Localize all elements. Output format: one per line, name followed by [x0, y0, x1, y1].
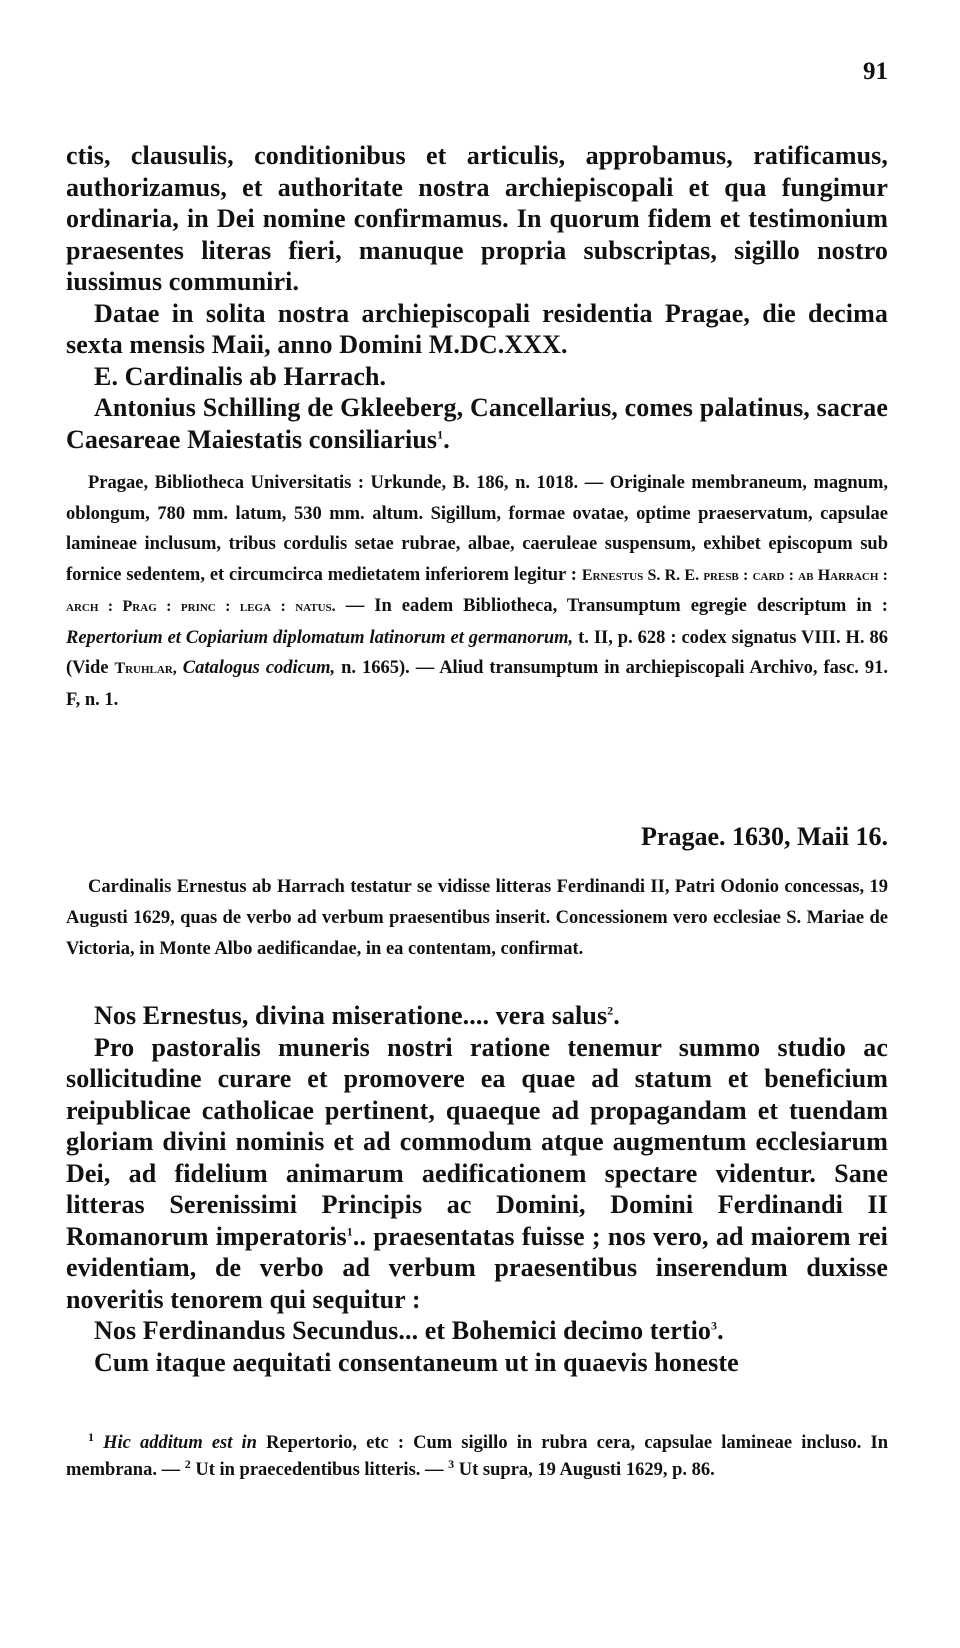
footnote-ref: 2	[607, 1003, 614, 1018]
footnote-ref: 1	[346, 1223, 353, 1238]
catalog-title: Catalogus codicum,	[182, 658, 336, 678]
author-name: Truhlar,	[114, 660, 177, 677]
page-number: 91	[863, 58, 888, 85]
archival-note: Pragae, Bibliotheca Universitatis : Urkunde, B. 186, n. 1018. — Originale membraneum, magnum, oblongum, 780 mm. latum, 530 mm. altum. Sigillum, formae ovatae, optime praeservatum, capsulae lamineae inclusum, tribus cordulis setae rubrae, albae, caeruleae suspensum, exhibet episcopum sub fornice sedentem, et circumcirca medietatem inferiorem legitur : Ernestus S. R. E. presb : card : ab Harrach : arch : Prag : princ : lega : natus. — In eadem Bibliotheca, Transumptum egregie descriptum in : Repertorium et Copiarium diplomatum latinorum et germanorum, t. II, p. 628 : codex signatus VIII. H. 86 (Vide Truhlar, Catalogus codicum, n. 1665). — Aliud transumptum in archiepiscopali Archivo, fasc. 91. F, n. 1.	[66, 473, 888, 710]
paragraph: Nos Ernestus, divina miseratione.... vera salus$^2$.	[94, 1001, 620, 1030]
document-page	[66, 0, 888, 1648]
footnote-mark: 2	[184, 1456, 191, 1471]
signature-chancellor: Antonius Schilling de Gkleeberg, Cancellarius, comes palatinus, sacrae Caesareae Maiestatis consiliarius$^1$.	[66, 393, 888, 454]
footnote-mark: 1	[88, 1429, 94, 1444]
dateline: Pragae. 1630, Maii 16.	[641, 822, 888, 851]
repertorium-title: Repertorium et Copiarium diplomatum latinorum et germanorum,	[66, 627, 574, 648]
paragraph-datae: Datae in solita nostra archiepiscopali residentia Pragae, die decima sexta mensis Maii, anno Domini M.DC.XXX.	[66, 298, 888, 359]
footnote-ref: 3	[711, 1318, 718, 1333]
paragraph: Cum itaque aequitati consentaneum ut in quaevis honeste	[94, 1347, 739, 1377]
main-text-top	[66, 140, 888, 455]
summary: Cardinalis Ernestus ab Harrach testatur se vidisse litteras Ferdinandi II, Patri Odonio concessas, 19 Augusti 1629, quas de verbo ad verbum praesentibus inserit. Concessionem vero ecclesiae S. Mariae de Victoria, in Monte Albo aedificandae, in ea contentam, confirmat.	[66, 877, 888, 959]
footnote-ref: 1	[437, 426, 444, 441]
paragraph: Nos Ferdinandus Secundus... et Bohemici decimo tertio$^3$.	[94, 1316, 724, 1345]
paragraph: Pro pastoralis muneris nostri ratione tenemur summo studio ac sollicitudine curare et promovere ea quae ad statum et beneficium reipublicae catholicae pertinent, quaeque ad propagandam et tuendam gloriam divini nominis et ad commodum atque augmentum ecclesiarum Dei, ad fidelium animarum aedificationem spectare videntur. Sane litteras Serenissimi Principis ac Domini, Domini Ferdinandi II Romanorum imperatoris$^1$.. praesentatas fuisse ; nos vero, ad maiorem rei evidentiam, de verbo ad verbum praesentibus inserendum duxisse noveritis tenorem qui sequitur :	[66, 1032, 888, 1314]
footnotes: $^1$ Hic additum est in Repertorio, etc : Cum sigillo in rubra cera, capsulae lamineae incluso. In membrana. — $^2$ Ut in praecedentibus litteris. — $^3$ Ut supra, 19 Augusti 1629, p. 86.	[66, 1429, 889, 1480]
signature-cardinal: E. Cardinalis ab Harrach.	[94, 361, 387, 391]
main-text-bottom	[66, 1000, 888, 1378]
seal-inscription: Ernestus S. R. E. presb : card : ab Harrach : arch : Prag : princ : lega : natus.	[66, 566, 888, 615]
footnote-mark: 3	[448, 1456, 455, 1471]
paragraph: ctis, clausulis, conditionibus et articulis, approbamus, ratificamus, authorizamus, et authoritate nostra archiepiscopali et qua fungimur ordinaria, in Dei nomine confirmamus. In quorum fidem et testimonium praesentes literas fieri, manuque propria subscriptas, sigillo nostro iussimus communiri.	[66, 141, 888, 296]
